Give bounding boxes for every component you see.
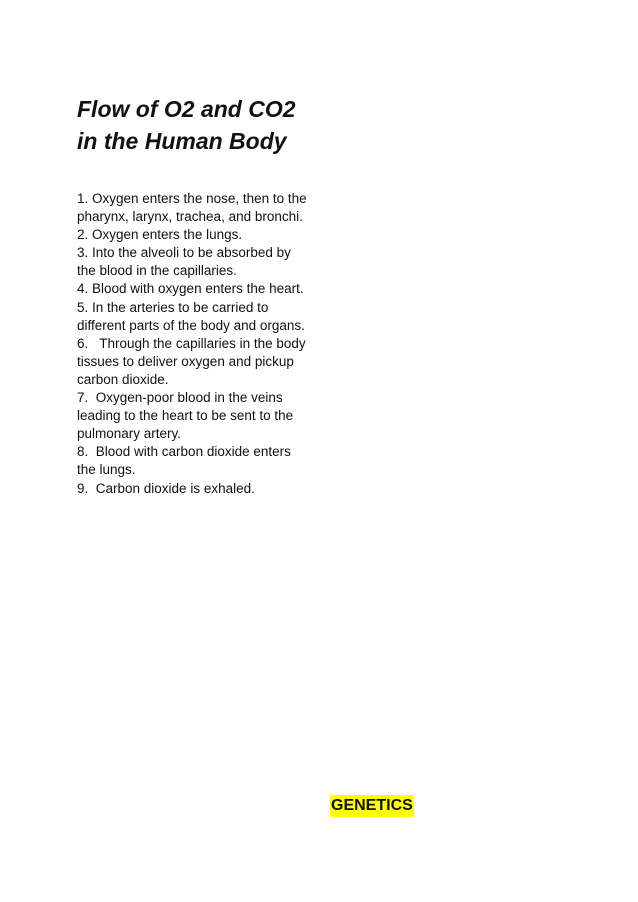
step-2: 2. Oxygen enters the lungs. bbox=[77, 227, 243, 243]
step-5: 5. In the arteries to be carried to different parts of the body and organs. bbox=[77, 299, 305, 333]
step-8: 8. Blood with carbon dioxide enters the lungs. bbox=[77, 444, 295, 478]
step-9: 9. Carbon dioxide is exhaled. bbox=[77, 480, 255, 496]
genetics-highlight-label: GENETICS bbox=[330, 795, 414, 817]
step-4: 4. Blood with oxygen enters the heart. bbox=[77, 281, 304, 297]
step-3: 3. Into the alveoli to be absorbed by the blood in the capillaries. bbox=[77, 245, 295, 279]
step-7: 7. Oxygen-poor blood in the veins leading to the heart to be sent to the pulmonary artery. bbox=[77, 390, 297, 442]
steps-list bbox=[77, 190, 313, 498]
step-1: 1. Oxygen enters the nose, then to the pharynx, larynx, trachea, and bronchi. bbox=[77, 191, 311, 225]
document-title bbox=[77, 93, 377, 157]
title-line-2: in the Human Body bbox=[77, 128, 287, 154]
title-line-1: Flow of O2 and CO2 bbox=[77, 96, 296, 122]
step-6: 6. Through the capillaries in the body tissues to deliver oxygen and pickup carbon dioxide. bbox=[77, 335, 310, 387]
